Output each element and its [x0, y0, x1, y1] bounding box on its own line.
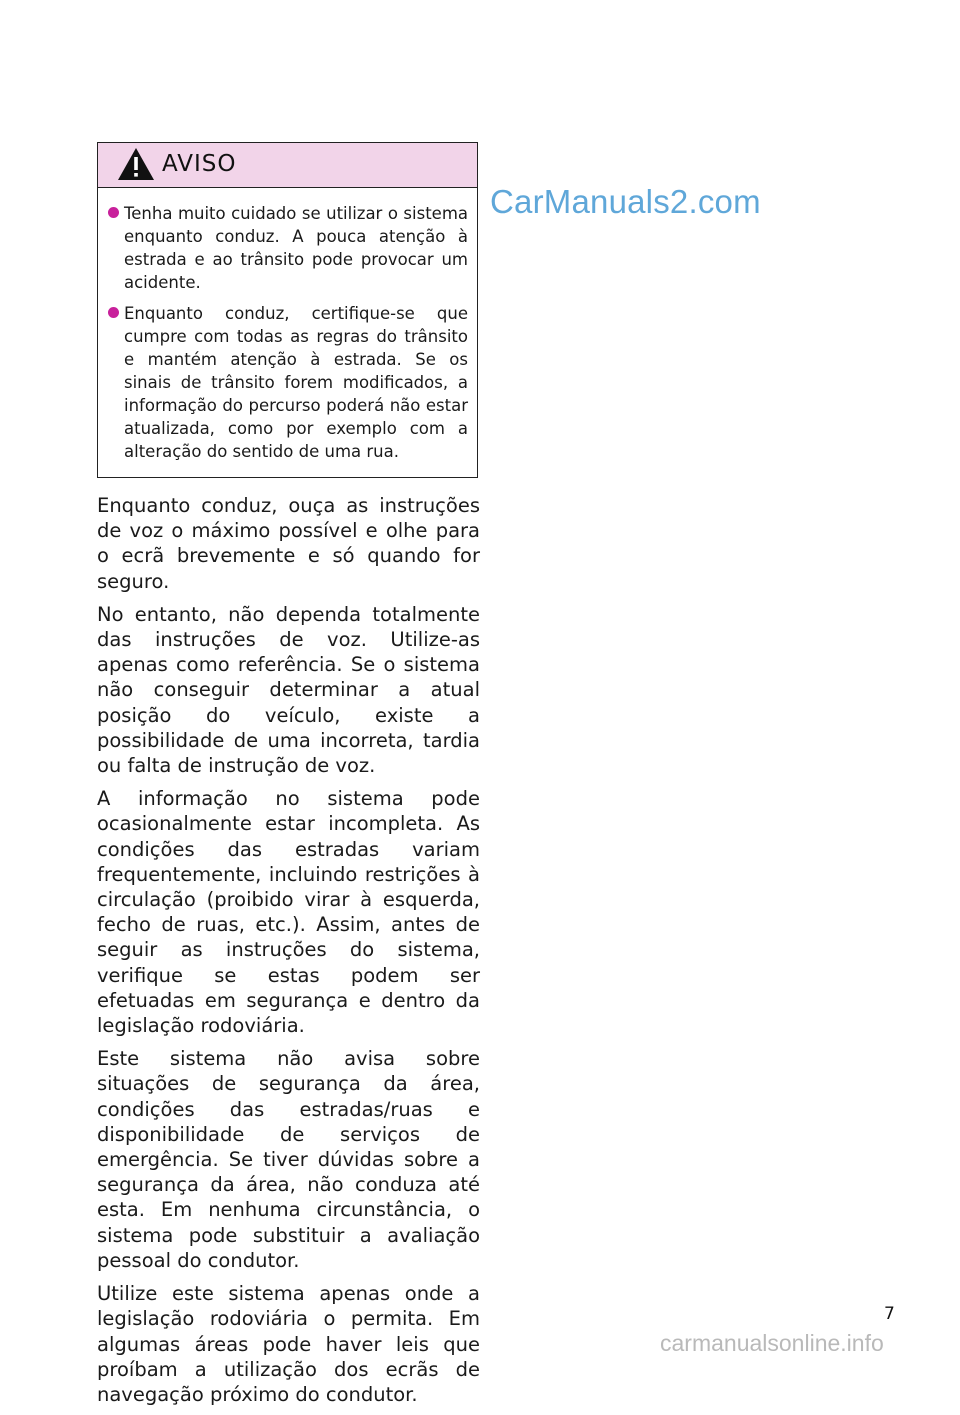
- page-number: 7: [884, 1304, 895, 1324]
- bullet-icon: [108, 207, 119, 218]
- warning-title: AVISO: [162, 151, 237, 177]
- warning-item-text: Enquanto conduz, certifique-se que cumpre com todas as regras do trânsito e mantém atenção à estrada. Se os sinais de trânsito forem modificados, a informação do percurso poderá não estar atualizada, como por exemplo com a alteração do sentido de uma rua.: [124, 304, 468, 461]
- warning-box: [97, 142, 478, 478]
- site-watermark: CarManuals2.com: [490, 183, 761, 220]
- warning-item: [106, 202, 468, 294]
- warning-item: [106, 302, 468, 463]
- paragraph: Este sistema não avisa sobre situações de segurança da área, condições das estradas/ruas e disponibilidade de serviços de emergência. Se tiver dúvidas sobre a segurança da área, não conduza até esta. Em nenhuma circunstância, o sistema pode substituir a avaliação pessoal do condutor.: [97, 1047, 480, 1272]
- paragraph: Enquanto conduz, ouça as instruções de voz o máximo possível e olhe para o ecrã brevemente e só quando for seguro.: [97, 494, 480, 593]
- warning-header: [98, 143, 477, 188]
- bullet-icon: [108, 307, 119, 318]
- body-text: [97, 493, 480, 1415]
- warning-item-text: Tenha muito cuidado se utilizar o sistema enquanto conduz. A pouca atenção à estrada e ao trânsito pode provocar um acidente.: [124, 204, 468, 292]
- paragraph: No entanto, não dependa totalmente das instruções de voz. Utilize-as apenas como referência. Se o sistema não conseguir determinar a atual posição do veículo, existe a possibilidade de uma incorreta, tardia ou falta de instrução de voz.: [97, 602, 480, 778]
- paragraph: Utilize este sistema apenas onde a legislação rodoviária o permita. Em algumas áreas pode haver leis que proíbam a utilização dos ecrãs de navegação próximo do condutor.: [97, 1282, 480, 1406]
- warning-list: [98, 188, 477, 463]
- warning-triangle-icon: [116, 146, 156, 182]
- paragraph: A informação no sistema pode ocasionalmente estar incompleta. As condições das estradas variam frequentemente, incluindo restrições à circulação (proibido virar à esquerda, fecho de ruas, etc.). Assim, antes de seguir as instruções do sistema, verifique se estas podem ser efetuadas em segurança e dentro da legislação rodoviária.: [97, 787, 480, 1038]
- footer-watermark: carmanualsonline.info: [660, 1330, 884, 1356]
